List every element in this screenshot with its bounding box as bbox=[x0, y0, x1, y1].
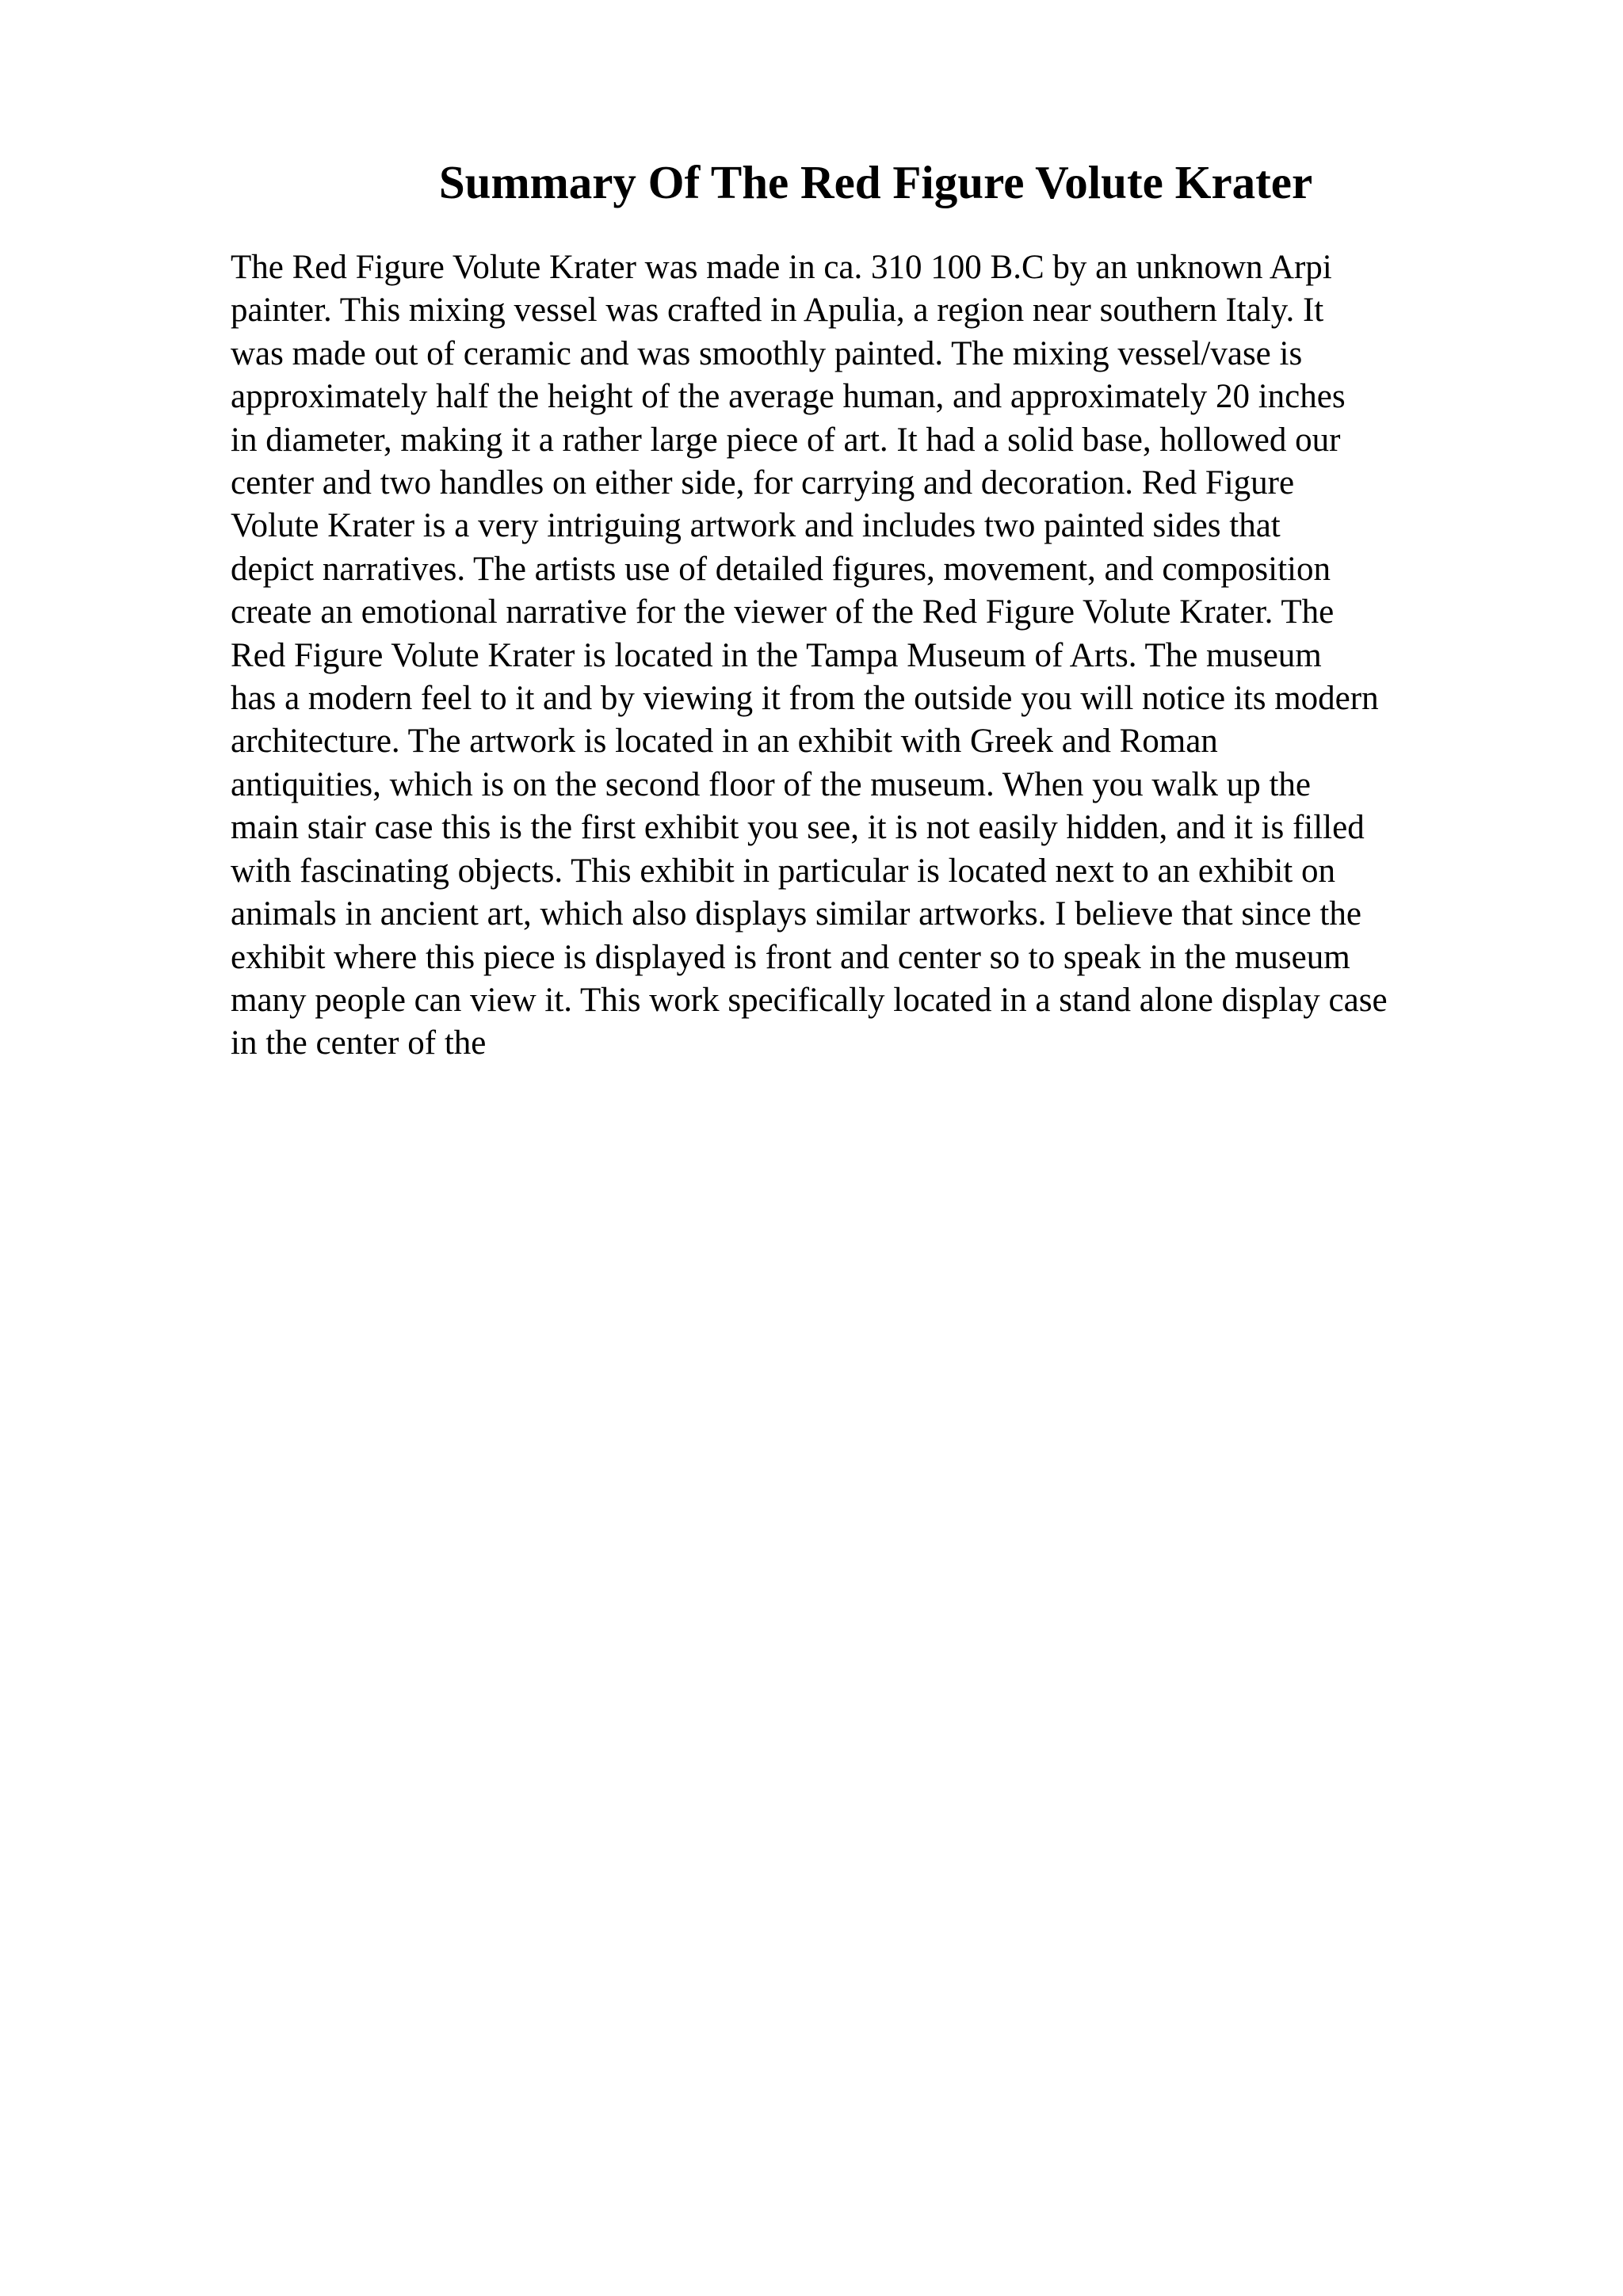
body-paragraph bbox=[231, 246, 1530, 1066]
document-title: Summary Of The Red Figure Volute Krater bbox=[438, 156, 1313, 208]
text-line: was made out of ceramic and was smoothly painted. The mixing vessel/vase is bbox=[231, 334, 1303, 372]
text-line: has a modern feel to it and by viewing it from the outside you will notice its modern bbox=[231, 680, 1379, 718]
text-line: main stair case this is the first exhibit you see, it is not easily hidden, and it is filled bbox=[231, 809, 1365, 847]
text-line: antiquities, which is on the second floor of the museum. When you walk up the bbox=[231, 765, 1312, 803]
text-line: The Red Figure Volute Krater was made in ca. 310 100 B.C by an unknown Arpi bbox=[231, 249, 1332, 286]
text-line: center and two handles on either side, for carrying and decoration. Red Figure bbox=[231, 464, 1295, 502]
text-line: approximately half the height of the average human, and approximately 20 inches bbox=[231, 378, 1346, 416]
text-line: in diameter, making it a rather large piece of art. It had a solid base, hollowed our bbox=[231, 421, 1341, 459]
text-line: Red Figure Volute Krater is located in the Tampa Museum of Arts. The museum bbox=[231, 636, 1322, 674]
text-line: painter. This mixing vessel was crafted in Apulia, a region near southern Italy. It bbox=[231, 292, 1324, 330]
text-line: with fascinating objects. This exhibit in particular is located next to an exhibit on bbox=[231, 852, 1335, 890]
text-line: depict narratives. The artists use of detailed figures, movement, and composition bbox=[231, 550, 1331, 588]
text-line: Volute Krater is a very intriguing artwork and includes two painted sides that bbox=[231, 507, 1281, 545]
text-line: many people can view it. This work specifically located in a stand alone display case bbox=[231, 981, 1388, 1019]
text-line: in the center of the bbox=[231, 1024, 487, 1062]
text-line: exhibit where this piece is displayed is front and center so to speak in the museum bbox=[231, 938, 1350, 976]
text-line: create an emotional narrative for the viewer of the Red Figure Volute Krater. The bbox=[231, 593, 1335, 631]
text-line: animals in ancient art, which also displays similar artworks. I believe that since the bbox=[231, 895, 1361, 933]
text-line: architecture. The artwork is located in an exhibit with Greek and Roman bbox=[231, 723, 1218, 761]
